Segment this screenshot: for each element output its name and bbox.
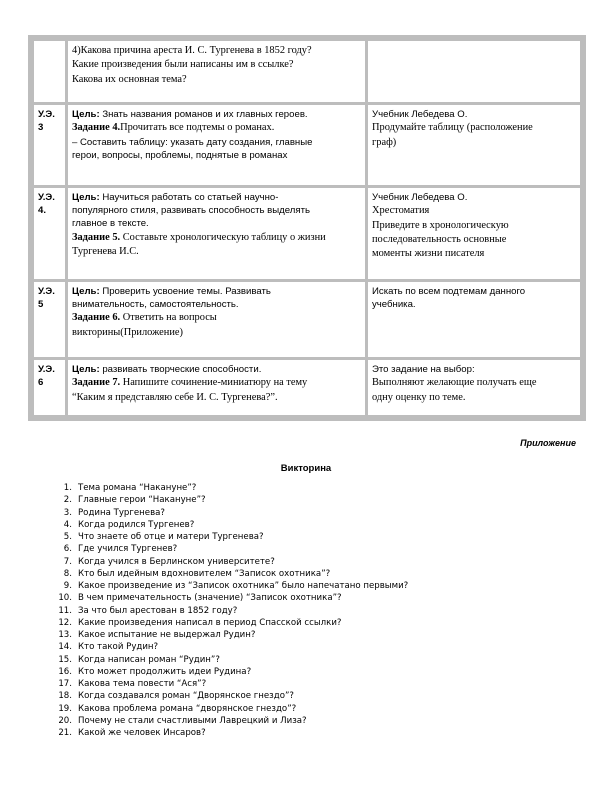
quiz-question-text: Какое испытание не выдержал Рудин? <box>78 630 256 640</box>
task-text-line: викторины(Приложение) <box>72 326 183 338</box>
task-cell <box>67 281 367 359</box>
quiz-question: 20. Почему не стали счастливыми Лаврецкий и Лиза? <box>58 715 307 726</box>
quiz-question-text: Когда учился в Берлинском университете? <box>78 556 275 567</box>
quiz-question: 2. Главные герои “Накануне”? <box>63 495 206 506</box>
task-text-line: внимательность, самостоятельность. <box>72 299 239 311</box>
quiz-question: 3. Родина Тургенева? <box>63 507 165 518</box>
resource-text-line: учебника. <box>372 299 416 311</box>
quiz-question-text: Кто может продолжить идеи Рудина? <box>78 666 252 677</box>
resource-cell <box>367 40 582 104</box>
task-text-line: “Каким я представляю себе И. С. Тургенева?”. <box>72 391 278 403</box>
appendix-label: Приложение <box>520 438 576 448</box>
quiz-question-text: Тема романа “Накануне”? <box>78 483 197 493</box>
table-row <box>33 40 582 104</box>
task-text-line: Задание 7. Напишите сочинение-миниатюру на тему <box>72 377 308 389</box>
unit-label-cell <box>33 281 67 359</box>
quiz-question: 17. Какова тема повести “Ася”? <box>58 679 207 689</box>
task-text-line: Задание 5. Составьте хронологическую таблицу о жизни <box>72 231 326 243</box>
quiz-list <box>46 482 408 739</box>
quiz-question-text: Когда создавался роман “Дворянское гнездо”? <box>78 691 294 702</box>
quiz-question-text: Что знаете об отце и матери Тургенева? <box>78 532 264 542</box>
table-row <box>33 104 582 187</box>
unit-label-cell <box>33 40 67 104</box>
quiz-question: 4. Когда родился Тургенев? <box>63 519 195 530</box>
quiz-title: Викторина <box>280 463 332 474</box>
quiz-question-text: Когда родился Тургенев? <box>78 519 195 530</box>
lesson-plan-table <box>31 38 583 418</box>
unit-label: 4. <box>38 205 47 217</box>
task-text-line: Цель: Знать названия романов и их главных героев. <box>72 109 308 120</box>
task-text-line: – Составить таблицу: указать дату создания, главные <box>72 136 313 148</box>
unit-label: 3 <box>38 122 44 134</box>
resource-text-line: Учебник Лебедева О. <box>372 192 468 203</box>
table-row <box>33 359 582 417</box>
task-text-line: Цель: Проверить усвоение темы. Развивать <box>72 286 271 297</box>
task-text-line: Какова их основная тема? <box>72 73 187 85</box>
quiz-question: 5. Что знаете об отце и матери Тургенева? <box>63 532 264 542</box>
resource-cell <box>367 281 582 359</box>
resource-text-line: Выполняют желающие получать еще <box>372 377 537 389</box>
task-cell <box>67 40 367 104</box>
quiz-question: 6. Где учился Тургенев? <box>63 544 178 555</box>
quiz-question: 18. Когда создавался роман “Дворянское гнездо”? <box>58 691 294 702</box>
quiz-question-text: Кто был идейным вдохновителем “Записок охотника”? <box>78 568 331 579</box>
task-cell <box>67 187 367 281</box>
resource-text-line: Это задание на выбор: <box>372 364 475 375</box>
quiz-question-text: Какова проблема романа “дворянское гнездо”? <box>78 703 297 714</box>
quiz-question-text: В чем примечательность (значение) “Записок охотника”? <box>78 593 342 604</box>
task-text-line: Тургенева И.С. <box>72 246 139 258</box>
resource-text-line: Продумайте таблицу (расположение <box>372 122 533 134</box>
task-text-line: Цель: Научиться работать со статьей научно- <box>72 192 279 203</box>
unit-label: У.Э. <box>38 192 55 203</box>
task-text-line: главное в тексте. <box>72 218 149 230</box>
unit-label-cell <box>33 359 67 417</box>
quiz-question-text: Родина Тургенева? <box>78 507 165 518</box>
unit-label: 6 <box>38 377 44 389</box>
resource-text-line: Хрестоматия <box>372 205 430 217</box>
resource-text-line: Приведите в хронологическую <box>372 219 509 231</box>
task-text-line: популярного стиля, развивать способность выделять <box>72 205 310 217</box>
unit-label-cell <box>33 187 67 281</box>
task-text-line: герои, вопросы, проблемы, поднятые в романах <box>72 149 288 161</box>
quiz-question: 8. Кто был идейным вдохновителем “Записок охотника”? <box>63 568 331 579</box>
quiz-question: 16. Кто может продолжить идеи Рудина? <box>58 666 252 677</box>
unit-label: У.Э. <box>38 109 55 120</box>
quiz-question-text: Главные герои “Накануне”? <box>78 495 206 506</box>
quiz-question: 9. Какое произведение из “Записок охотника” было напечатано первыми? <box>63 581 409 591</box>
unit-label-cell <box>33 104 67 187</box>
quiz-question-text: Какой же человек Инсаров? <box>78 728 206 738</box>
table-row <box>33 187 582 281</box>
quiz-question-text: Где учился Тургенев? <box>78 544 178 555</box>
resource-cell <box>367 359 582 417</box>
resource-text-line: одну оценку по теме. <box>372 391 466 403</box>
resource-text-line: последовательность основные <box>372 233 507 245</box>
quiz-question: 1. Тема романа “Накануне”? <box>63 483 197 493</box>
unit-label: У.Э. <box>38 286 55 297</box>
quiz-question-text: Кто такой Рудин? <box>78 642 159 653</box>
quiz-question: 11. За что был арестован в 1852 году? <box>58 605 238 616</box>
task-text-line: Цель: развивать творческие способности. <box>72 364 262 375</box>
quiz-question: 21. Какой же человек Инсаров? <box>58 728 206 738</box>
quiz-question: 19. Какова проблема романа “дворянское гнездо”? <box>58 703 297 714</box>
quiz-question: 15. Когда написан роман “Рудин”? <box>58 654 220 665</box>
quiz-question-text: Какое произведение из “Записок охотника” было напечатано первыми? <box>78 581 409 591</box>
resource-text-line: Учебник Лебедева О. <box>372 109 468 120</box>
unit-label: У.Э. <box>38 364 55 375</box>
quiz-question-text: Когда написан роман “Рудин”? <box>78 654 220 665</box>
quiz-question: 7. Когда учился в Берлинском университете? <box>63 556 275 567</box>
resource-text-line: моменты жизни писателя <box>372 248 485 260</box>
resource-text-line: граф) <box>372 136 397 148</box>
task-text-line: 4)Какова причина ареста И. С. Тургенева в 1852 году? <box>72 45 312 56</box>
resource-cell <box>367 187 582 281</box>
quiz-question-text: За что был арестован в 1852 году? <box>78 605 238 616</box>
resource-cell <box>367 104 582 187</box>
task-cell <box>67 104 367 187</box>
quiz-question: 12. Какие произведения написал в период Спасской ссылки? <box>58 617 342 628</box>
task-text-line: Какие произведения были написаны им в ссылке? <box>72 59 294 71</box>
unit-label: 5 <box>38 299 44 311</box>
quiz-question: 14. Кто такой Рудин? <box>58 642 159 653</box>
quiz-question-text: Почему не стали счастливыми Лаврецкий и Лиза? <box>78 715 307 726</box>
quiz-question: 10. В чем примечательность (значение) “Записок охотника”? <box>58 593 342 604</box>
table-row <box>33 281 582 359</box>
task-text-line: Задание 4.Прочитать все подтемы о романах. <box>72 122 275 134</box>
resource-text-line: Искать по всем подтемам данного <box>372 286 526 297</box>
quiz-question-text: Какие произведения написал в период Спасской ссылки? <box>78 617 342 628</box>
quiz-question-text: Какова тема повести “Ася”? <box>78 679 207 689</box>
task-cell <box>67 359 367 417</box>
quiz-question: 13. Какое испытание не выдержал Рудин? <box>58 630 256 640</box>
task-text-line: Задание 6. Ответить на вопросы <box>72 312 217 324</box>
